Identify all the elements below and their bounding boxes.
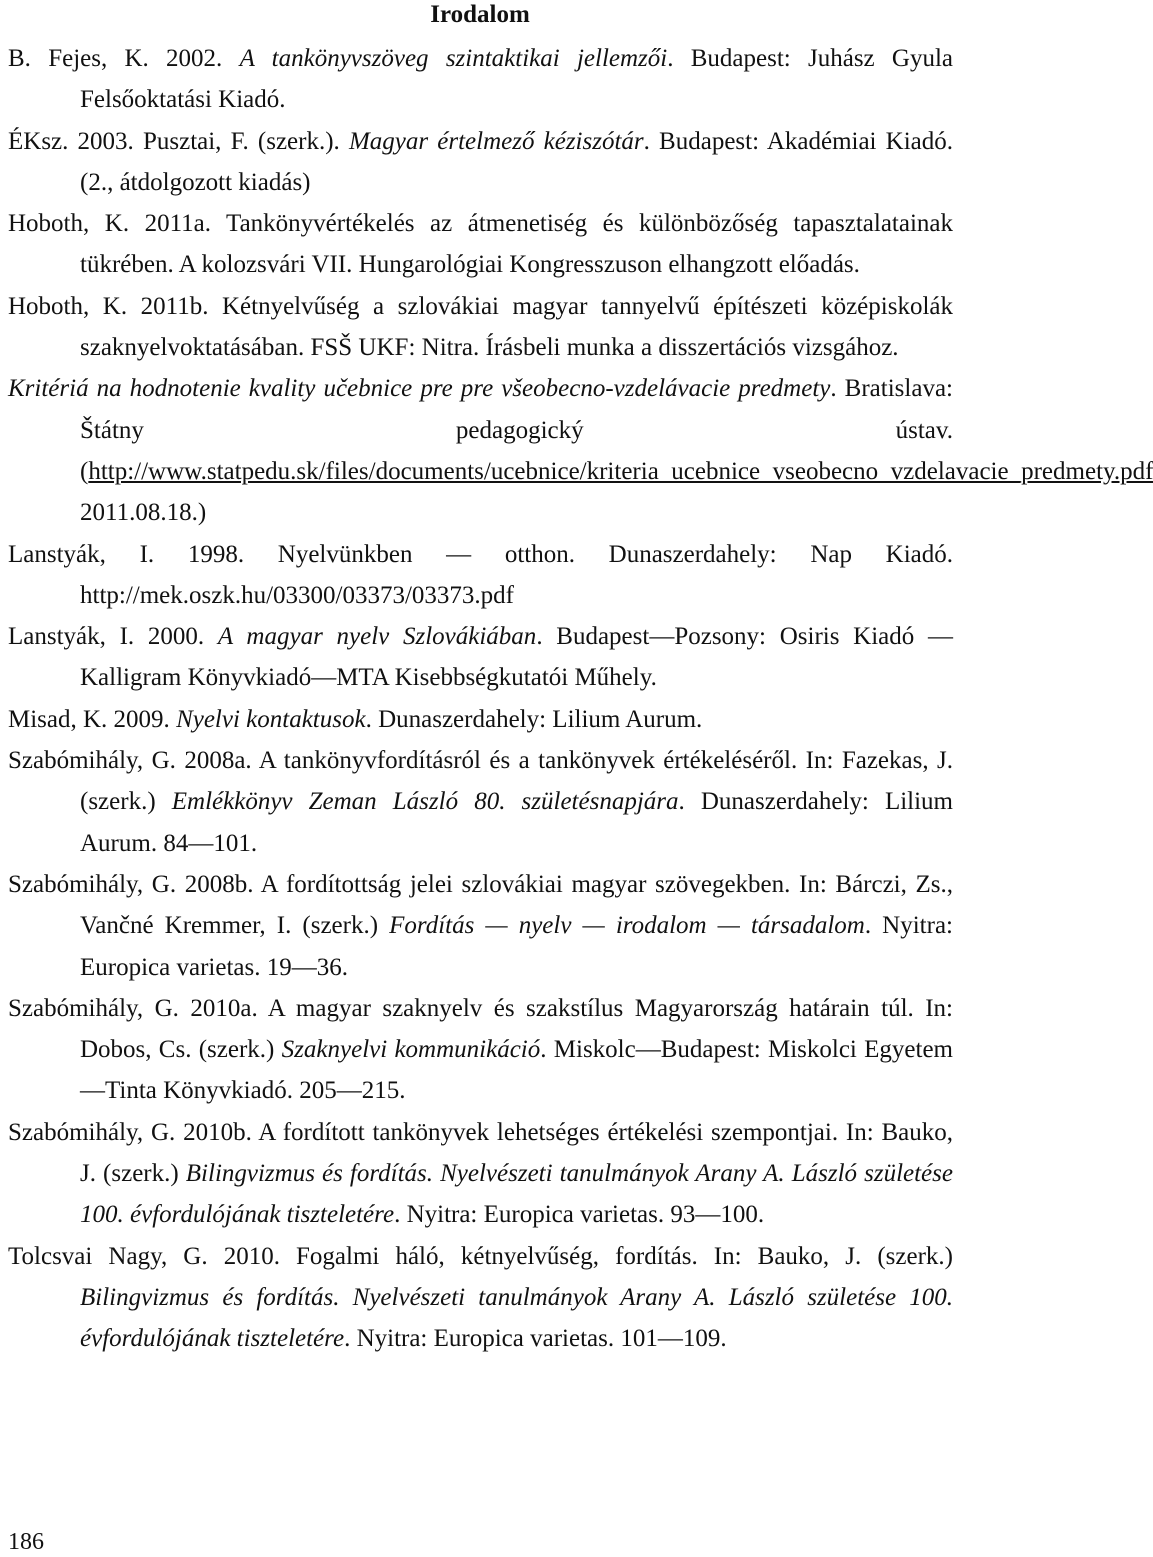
ref-text: Lanstyák, I. 1998. Nyelvünkben — otthon. Dunaszerdahely: Nap Kiadó. http://mek.oszk.hu/03300/03373/03373.pdf	[8, 540, 953, 609]
ref-text: . Budapest: Juhász Gyula Felsőoktatási Kiadó.	[80, 45, 954, 114]
ref-text: . Budapest: Akadémiai Kiadó. (2., átdolgozott kiadás)	[80, 127, 954, 196]
ref-title: A magyar nyelv Szlovákiában	[217, 623, 537, 651]
ref-title: Magyar értelmező kéziszótár	[348, 127, 644, 155]
ref-text: . Bratislava: Štátny pedagogický ústav. (	[80, 375, 953, 485]
ref-text: Misad, K. 2009.	[8, 705, 177, 733]
ref-text: Szabómihály, G. 2008a. A tankönyvfordításról és a tankönyvek értékeléséről. In: Fazekas, J. (szerk.)	[8, 747, 953, 816]
reference-item	[8, 286, 953, 369]
reference-link[interactable]: http://www.statpedu.sk/files/documents/ucebnice/kriteria_ucebnice_vseobecno_vzdelavacie_predmety.pdf	[88, 457, 1153, 485]
reference-item	[8, 616, 953, 699]
reference-item	[8, 1236, 953, 1360]
reference-list	[8, 38, 1153, 1360]
ref-title: Fordítás — nyelv — irodalom — társadalom	[389, 912, 865, 940]
ref-text: . Nyitra: Europica varietas. 19—36.	[80, 912, 953, 981]
ref-text: . Budapest—Pozsony: Osiris Kiadó — Kalligram Könyvkiadó—MTA Kisebbségkutatói Műhely.	[80, 623, 953, 692]
reference-item	[8, 1112, 953, 1236]
ref-title: Szaknyelvi kommunikáció	[281, 1036, 541, 1064]
section-heading: Irodalom	[430, 1, 530, 28]
ref-text: . Dunaszerdahely: Lilium Aurum.	[365, 705, 703, 733]
ref-text: B. Fejes, K. 2002.	[8, 45, 240, 72]
ref-text: Hoboth, K. 2011b. Kétnyelvűség a szlovákiai magyar tannyelvű építészeti középiskolák szaknyelvoktatásában. FSŠ UKF: Nitra. Írásbeli munka a disszertációs vizsgához.	[8, 292, 953, 362]
reference-item	[8, 38, 953, 121]
ref-title: Bilingvizmus és fordítás. Nyelvészeti tanulmányok Arany A. László születése 100. évfordulójának tiszteletére	[80, 1283, 953, 1353]
ref-text: Szabómihály, G. 2010b. A fordított tankönyvek lehetséges értékelési szempontjai. In: Bauko, J. (szerk.)	[8, 1118, 953, 1188]
reference-item	[8, 864, 953, 988]
reference-item	[8, 368, 1153, 533]
ref-title: Emlékkönyv Zeman László 80. születésnapjára	[171, 788, 679, 816]
ref-title: Kritériá na hodnotenie kvality učebnice pre pre všeobecno-vzdelávacie predmety	[8, 375, 831, 403]
ref-text: Tolcsvai Nagy, G. 2010. Fogalmi háló, kétnyelvűség, fordítás. In: Bauko, J. (szerk.)	[8, 1242, 953, 1270]
reference-item	[8, 740, 953, 864]
ref-title: A tankönyvszöveg szintaktikai jellemzői	[239, 45, 668, 72]
reference-item	[8, 988, 953, 1112]
ref-text: . Nyitra: Europica varietas. 93—100.	[394, 1201, 765, 1229]
ref-text: ÉKsz. 2003. Pusztai, F. (szerk.).	[8, 127, 349, 155]
reference-item	[8, 203, 953, 286]
ref-text: Szabómihály, G. 2008b. A fordítottság jelei szlovákiai magyar szövegekben. In: Bárczi, Zs., Vančné Kremmer, I. (szerk.)	[8, 870, 953, 940]
ref-text: Szabómihály, G. 2010a. A magyar szaknyelv és szakstílus Magyarország határain túl. In: Dobos, Cs. (szerk.)	[8, 994, 953, 1064]
ref-text: 2011.08.18.)	[80, 499, 207, 527]
page-number: 186	[8, 1529, 44, 1555]
reference-item	[8, 699, 953, 740]
ref-text: Lanstyák, I. 2000.	[8, 623, 218, 651]
ref-text: . Dunaszerdahely: Lilium Aurum. 84—101.	[80, 788, 953, 857]
ref-text: . Miskolc—Budapest: Miskolci Egyetem—Tinta Könyvkiadó. 205—215.	[80, 1036, 954, 1105]
ref-title: Nyelvi kontaktusok	[176, 705, 366, 733]
ref-text: Hoboth, K. 2011a. Tankönyvértékelés az átmenetiség és különbözőség tapasztalatainak tükrében. A kolozsvári VII. Hungarológiai Kongresszuson elhangzott előadás.	[8, 210, 953, 279]
reference-item	[8, 534, 953, 617]
ref-title: Bilingvizmus és fordítás. Nyelvészeti tanulmányok Arany A. László születése 100. évfordulójának tiszteletére	[80, 1160, 953, 1229]
reference-item	[8, 121, 953, 204]
ref-text: . Nyitra: Europica varietas. 101—109.	[344, 1325, 727, 1353]
